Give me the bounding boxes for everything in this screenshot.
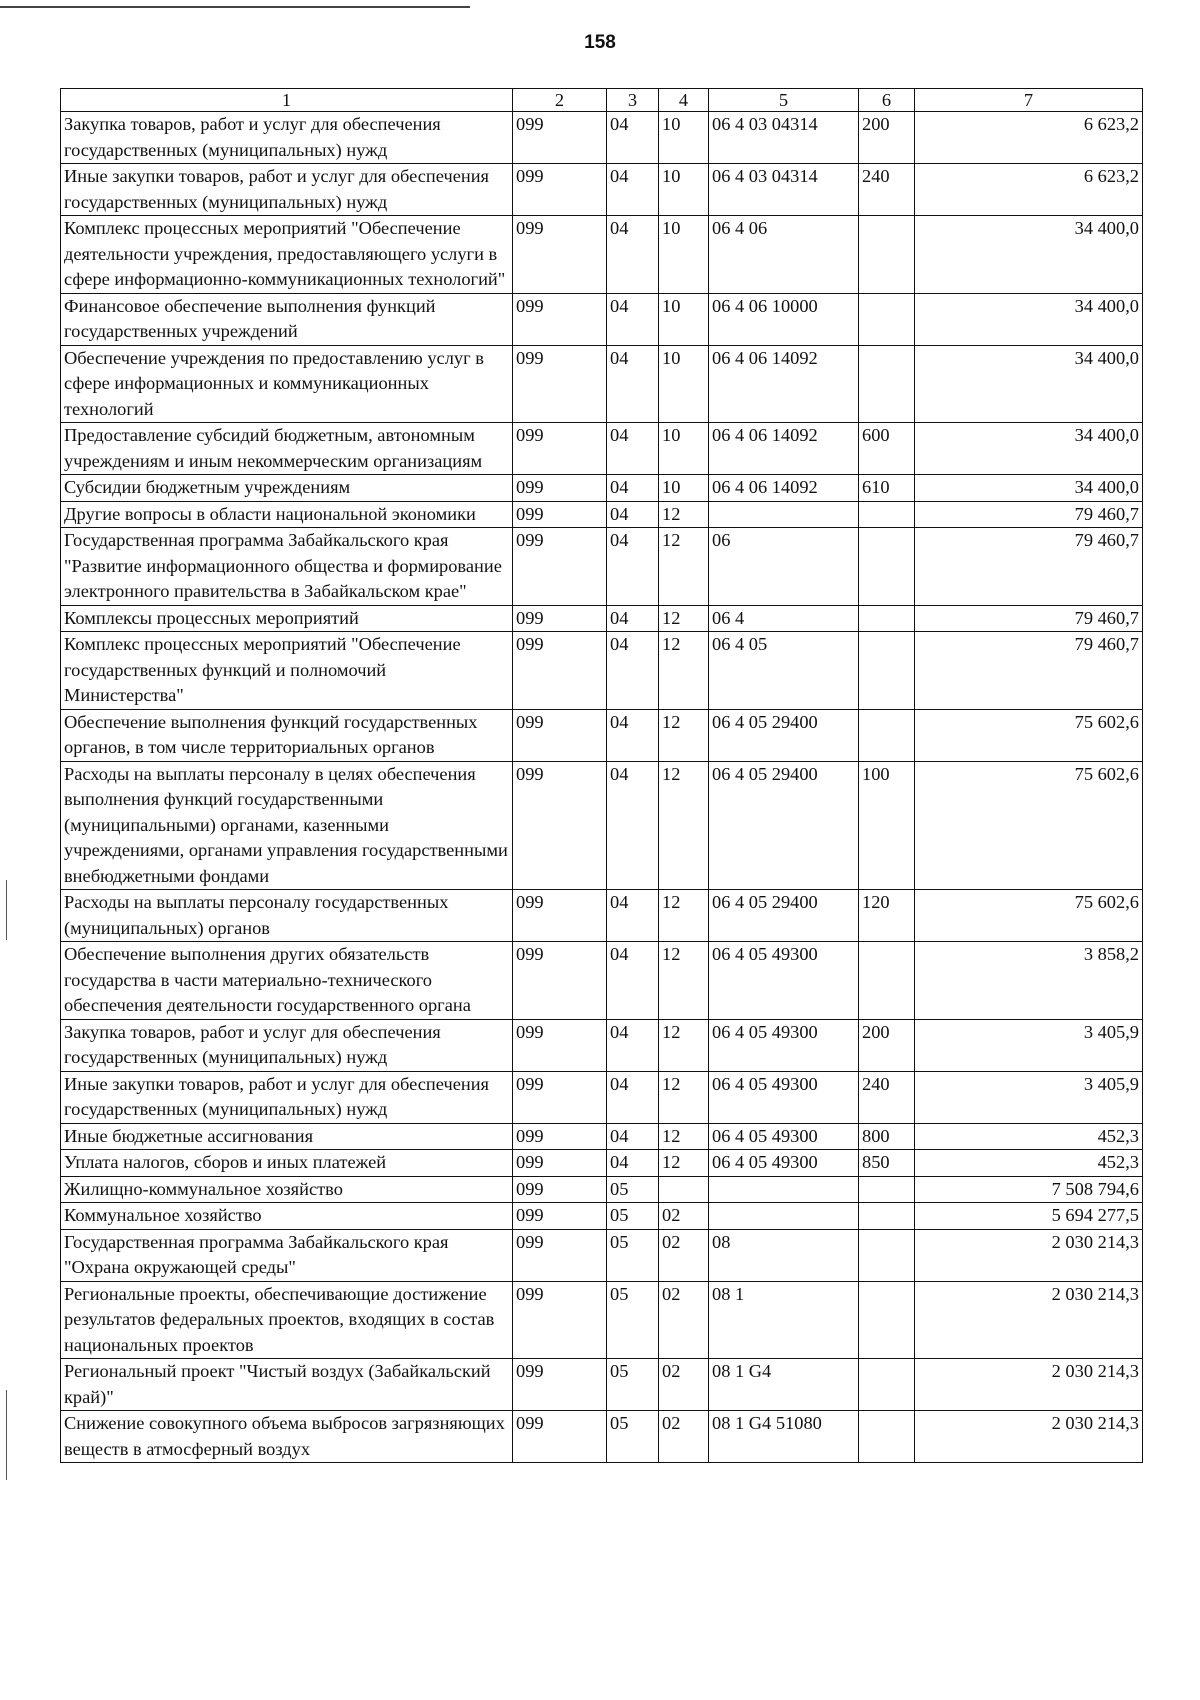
cell-target-item: 08 1 G4 51080 (709, 1411, 859, 1463)
cell-name: Предоставление субсидий бюджетным, автономным учреждениям и иным некоммерческим организациям (61, 423, 513, 475)
table-row (61, 164, 1143, 216)
cell-subsection: 02 (659, 1229, 709, 1281)
cell-grbs: 099 (513, 632, 607, 710)
cell-section: 04 (607, 632, 659, 710)
cell-expense-type: 610 (859, 475, 915, 502)
cell-name: Снижение совокупного объема выбросов загрязняющих веществ в атмосферный воздух (61, 1411, 513, 1463)
cell-section: 04 (607, 761, 659, 890)
cell-name: Обеспечение выполнения других обязательств государства в части материально-технического обеспечения деятельности государственного органа (61, 942, 513, 1020)
cell-amount: 75 602,6 (915, 890, 1143, 942)
cell-expense-type (859, 1411, 915, 1463)
table-row (61, 475, 1143, 502)
cell-target-item: 06 4 06 14092 (709, 345, 859, 423)
column-header: 7 (915, 89, 1143, 112)
cell-grbs: 099 (513, 164, 607, 216)
cell-target-item: 06 4 06 14092 (709, 475, 859, 502)
cell-target-item: 06 4 05 29400 (709, 761, 859, 890)
cell-amount: 34 400,0 (915, 423, 1143, 475)
cell-target-item: 08 (709, 1229, 859, 1281)
scan-margin-mark (6, 1390, 7, 1480)
cell-subsection: 10 (659, 475, 709, 502)
page-number: 158 (584, 32, 616, 53)
budget-table (60, 88, 1143, 1463)
cell-amount: 79 460,7 (915, 501, 1143, 528)
table-row (61, 1071, 1143, 1123)
cell-subsection: 12 (659, 605, 709, 632)
cell-target-item: 06 4 05 49300 (709, 1123, 859, 1150)
cell-subsection: 02 (659, 1281, 709, 1359)
cell-subsection: 02 (659, 1411, 709, 1463)
cell-section: 04 (607, 164, 659, 216)
cell-name: Финансовое обеспечение выполнения функций государственных учреждений (61, 293, 513, 345)
table-row (61, 1176, 1143, 1203)
cell-expense-type: 240 (859, 1071, 915, 1123)
cell-expense-type: 120 (859, 890, 915, 942)
cell-expense-type (859, 501, 915, 528)
cell-name: Уплата налогов, сборов и иных платежей (61, 1150, 513, 1177)
cell-subsection: 12 (659, 1019, 709, 1071)
cell-section: 04 (607, 423, 659, 475)
cell-section: 05 (607, 1229, 659, 1281)
cell-section: 04 (607, 112, 659, 164)
cell-amount: 452,3 (915, 1123, 1143, 1150)
cell-target-item: 06 4 03 04314 (709, 164, 859, 216)
cell-section: 04 (607, 475, 659, 502)
cell-name: Иные закупки товаров, работ и услуг для обеспечения государственных (муниципальных) нужд (61, 1071, 513, 1123)
cell-section: 04 (607, 501, 659, 528)
cell-grbs: 099 (513, 1019, 607, 1071)
cell-grbs: 099 (513, 1150, 607, 1177)
cell-amount: 6 623,2 (915, 112, 1143, 164)
cell-subsection: 12 (659, 890, 709, 942)
cell-section: 04 (607, 1071, 659, 1123)
cell-expense-type: 200 (859, 1019, 915, 1071)
cell-expense-type (859, 1281, 915, 1359)
cell-amount: 34 400,0 (915, 216, 1143, 294)
cell-subsection: 02 (659, 1203, 709, 1230)
cell-expense-type (859, 709, 915, 761)
table-row (61, 1281, 1143, 1359)
table-row (61, 942, 1143, 1020)
table-row (61, 1019, 1143, 1071)
cell-name: Закупка товаров, работ и услуг для обеспечения государственных (муниципальных) нужд (61, 112, 513, 164)
cell-expense-type (859, 1203, 915, 1230)
cell-subsection: 12 (659, 501, 709, 528)
top-rule (0, 6, 470, 8)
table-row (61, 605, 1143, 632)
cell-expense-type: 600 (859, 423, 915, 475)
cell-grbs: 099 (513, 1071, 607, 1123)
cell-section: 04 (607, 709, 659, 761)
cell-subsection: 02 (659, 1359, 709, 1411)
cell-grbs: 099 (513, 423, 607, 475)
cell-section: 04 (607, 605, 659, 632)
cell-subsection: 10 (659, 216, 709, 294)
cell-subsection: 12 (659, 1123, 709, 1150)
cell-section: 04 (607, 345, 659, 423)
cell-name: Другие вопросы в области национальной экономики (61, 501, 513, 528)
table-row (61, 1203, 1143, 1230)
cell-expense-type (859, 605, 915, 632)
cell-grbs: 099 (513, 112, 607, 164)
cell-target-item: 06 4 05 49300 (709, 942, 859, 1020)
table-row (61, 1229, 1143, 1281)
table-row (61, 528, 1143, 606)
cell-grbs: 099 (513, 1359, 607, 1411)
cell-section: 04 (607, 942, 659, 1020)
table-row (61, 216, 1143, 294)
table-row (61, 890, 1143, 942)
column-header: 2 (513, 89, 607, 112)
cell-target-item: 06 4 06 (709, 216, 859, 294)
table-row (61, 1359, 1143, 1411)
cell-section: 05 (607, 1203, 659, 1230)
table-row (61, 501, 1143, 528)
cell-subsection: 10 (659, 423, 709, 475)
table-row (61, 1411, 1143, 1463)
cell-amount: 2 030 214,3 (915, 1359, 1143, 1411)
column-header: 5 (709, 89, 859, 112)
cell-grbs: 099 (513, 709, 607, 761)
cell-name: Жилищно-коммунальное хозяйство (61, 1176, 513, 1203)
cell-section: 04 (607, 1150, 659, 1177)
cell-target-item (709, 501, 859, 528)
cell-name: Государственная программа Забайкальского края "Развитие информационного общества и формирование электронного правительства в Забайкальском крае" (61, 528, 513, 606)
cell-subsection: 12 (659, 1150, 709, 1177)
table-body (61, 112, 1143, 1463)
cell-amount: 3 858,2 (915, 942, 1143, 1020)
scan-margin-mark (6, 880, 7, 940)
cell-subsection: 10 (659, 164, 709, 216)
cell-section: 05 (607, 1359, 659, 1411)
cell-grbs: 099 (513, 1229, 607, 1281)
cell-name: Иные бюджетные ассигнования (61, 1123, 513, 1150)
cell-amount: 2 030 214,3 (915, 1281, 1143, 1359)
cell-grbs: 099 (513, 942, 607, 1020)
cell-subsection: 12 (659, 528, 709, 606)
cell-expense-type (859, 942, 915, 1020)
cell-target-item: 06 4 05 (709, 632, 859, 710)
cell-section: 04 (607, 293, 659, 345)
cell-name: Государственная программа Забайкальского края "Охрана окружающей среды" (61, 1229, 513, 1281)
cell-expense-type: 850 (859, 1150, 915, 1177)
table-header-row (61, 89, 1143, 112)
cell-amount: 2 030 214,3 (915, 1229, 1143, 1281)
cell-grbs: 099 (513, 1203, 607, 1230)
cell-grbs: 099 (513, 1411, 607, 1463)
cell-name: Региональные проекты, обеспечивающие достижение результатов федеральных проектов, входящих в состав национальных проектов (61, 1281, 513, 1359)
cell-target-item (709, 1203, 859, 1230)
cell-grbs: 099 (513, 528, 607, 606)
cell-expense-type: 800 (859, 1123, 915, 1150)
column-header: 4 (659, 89, 709, 112)
cell-subsection: 10 (659, 345, 709, 423)
cell-target-item (709, 1176, 859, 1203)
table-row (61, 345, 1143, 423)
cell-name: Комплекс процессных мероприятий "Обеспечение государственных функций и полномочий Министерства" (61, 632, 513, 710)
cell-name: Региональный проект "Чистый воздух (Забайкальский край)" (61, 1359, 513, 1411)
cell-target-item: 06 4 06 10000 (709, 293, 859, 345)
column-header: 3 (607, 89, 659, 112)
cell-target-item: 06 4 05 49300 (709, 1071, 859, 1123)
cell-subsection: 12 (659, 942, 709, 1020)
cell-name: Иные закупки товаров, работ и услуг для обеспечения государственных (муниципальных) нужд (61, 164, 513, 216)
cell-expense-type (859, 216, 915, 294)
cell-name: Обеспечение учреждения по предоставлению услуг в сфере информационных и коммуникационных технологий (61, 345, 513, 423)
cell-amount: 6 623,2 (915, 164, 1143, 216)
cell-expense-type (859, 293, 915, 345)
cell-grbs: 099 (513, 345, 607, 423)
cell-name: Комплексы процессных мероприятий (61, 605, 513, 632)
cell-section: 05 (607, 1411, 659, 1463)
cell-amount: 3 405,9 (915, 1071, 1143, 1123)
table-row (61, 709, 1143, 761)
cell-amount: 34 400,0 (915, 475, 1143, 502)
cell-amount: 34 400,0 (915, 293, 1143, 345)
cell-grbs: 099 (513, 1281, 607, 1359)
cell-amount: 34 400,0 (915, 345, 1143, 423)
column-header: 6 (859, 89, 915, 112)
cell-name: Расходы на выплаты персоналу государственных (муниципальных) органов (61, 890, 513, 942)
cell-expense-type: 200 (859, 112, 915, 164)
cell-subsection: 10 (659, 112, 709, 164)
cell-subsection: 12 (659, 709, 709, 761)
cell-grbs: 099 (513, 1123, 607, 1150)
cell-subsection: 12 (659, 632, 709, 710)
cell-subsection: 10 (659, 293, 709, 345)
cell-section: 04 (607, 216, 659, 294)
cell-amount: 75 602,6 (915, 709, 1143, 761)
cell-expense-type: 100 (859, 761, 915, 890)
cell-target-item: 06 4 05 49300 (709, 1019, 859, 1071)
cell-subsection (659, 1176, 709, 1203)
cell-name: Комплекс процессных мероприятий "Обеспечение деятельности учреждения, предоставляющего услуги в сфере информационно-коммуникационных технологий" (61, 216, 513, 294)
cell-subsection: 12 (659, 761, 709, 890)
cell-target-item: 08 1 G4 (709, 1359, 859, 1411)
cell-target-item: 06 4 03 04314 (709, 112, 859, 164)
table-row (61, 423, 1143, 475)
cell-name: Коммунальное хозяйство (61, 1203, 513, 1230)
table-row (61, 632, 1143, 710)
cell-target-item: 06 4 05 29400 (709, 890, 859, 942)
cell-subsection: 12 (659, 1071, 709, 1123)
cell-grbs: 099 (513, 475, 607, 502)
cell-expense-type (859, 1229, 915, 1281)
cell-name: Субсидии бюджетным учреждениям (61, 475, 513, 502)
cell-amount: 75 602,6 (915, 761, 1143, 890)
cell-name: Расходы на выплаты персоналу в целях обеспечения выполнения функций государственными (муниципальными) органами, казенными учреждениями, органами управления государственными внебюджетными фондами (61, 761, 513, 890)
cell-section: 05 (607, 1176, 659, 1203)
cell-section: 05 (607, 1281, 659, 1359)
cell-expense-type (859, 528, 915, 606)
cell-name: Закупка товаров, работ и услуг для обеспечения государственных (муниципальных) нужд (61, 1019, 513, 1071)
cell-target-item: 08 1 (709, 1281, 859, 1359)
cell-name: Обеспечение выполнения функций государственных органов, в том числе территориальных органов (61, 709, 513, 761)
cell-target-item: 06 4 05 49300 (709, 1150, 859, 1177)
cell-grbs: 099 (513, 1176, 607, 1203)
cell-target-item: 06 4 05 29400 (709, 709, 859, 761)
cell-amount: 79 460,7 (915, 528, 1143, 606)
cell-grbs: 099 (513, 501, 607, 528)
cell-expense-type (859, 1359, 915, 1411)
cell-section: 04 (607, 528, 659, 606)
cell-amount: 2 030 214,3 (915, 1411, 1143, 1463)
table-row (61, 1150, 1143, 1177)
cell-grbs: 099 (513, 293, 607, 345)
cell-section: 04 (607, 1019, 659, 1071)
table-row (61, 293, 1143, 345)
cell-section: 04 (607, 1123, 659, 1150)
cell-amount: 5 694 277,5 (915, 1203, 1143, 1230)
table-row (61, 1123, 1143, 1150)
table-row (61, 761, 1143, 890)
cell-expense-type (859, 1176, 915, 1203)
table-row (61, 112, 1143, 164)
cell-section: 04 (607, 890, 659, 942)
column-header: 1 (61, 89, 513, 112)
cell-grbs: 099 (513, 216, 607, 294)
cell-grbs: 099 (513, 605, 607, 632)
cell-amount: 3 405,9 (915, 1019, 1143, 1071)
cell-amount: 79 460,7 (915, 632, 1143, 710)
cell-target-item: 06 4 (709, 605, 859, 632)
cell-amount: 7 508 794,6 (915, 1176, 1143, 1203)
cell-target-item: 06 (709, 528, 859, 606)
cell-expense-type: 240 (859, 164, 915, 216)
cell-target-item: 06 4 06 14092 (709, 423, 859, 475)
cell-expense-type (859, 632, 915, 710)
cell-amount: 452,3 (915, 1150, 1143, 1177)
cell-expense-type (859, 345, 915, 423)
cell-amount: 79 460,7 (915, 605, 1143, 632)
cell-grbs: 099 (513, 761, 607, 890)
cell-grbs: 099 (513, 890, 607, 942)
